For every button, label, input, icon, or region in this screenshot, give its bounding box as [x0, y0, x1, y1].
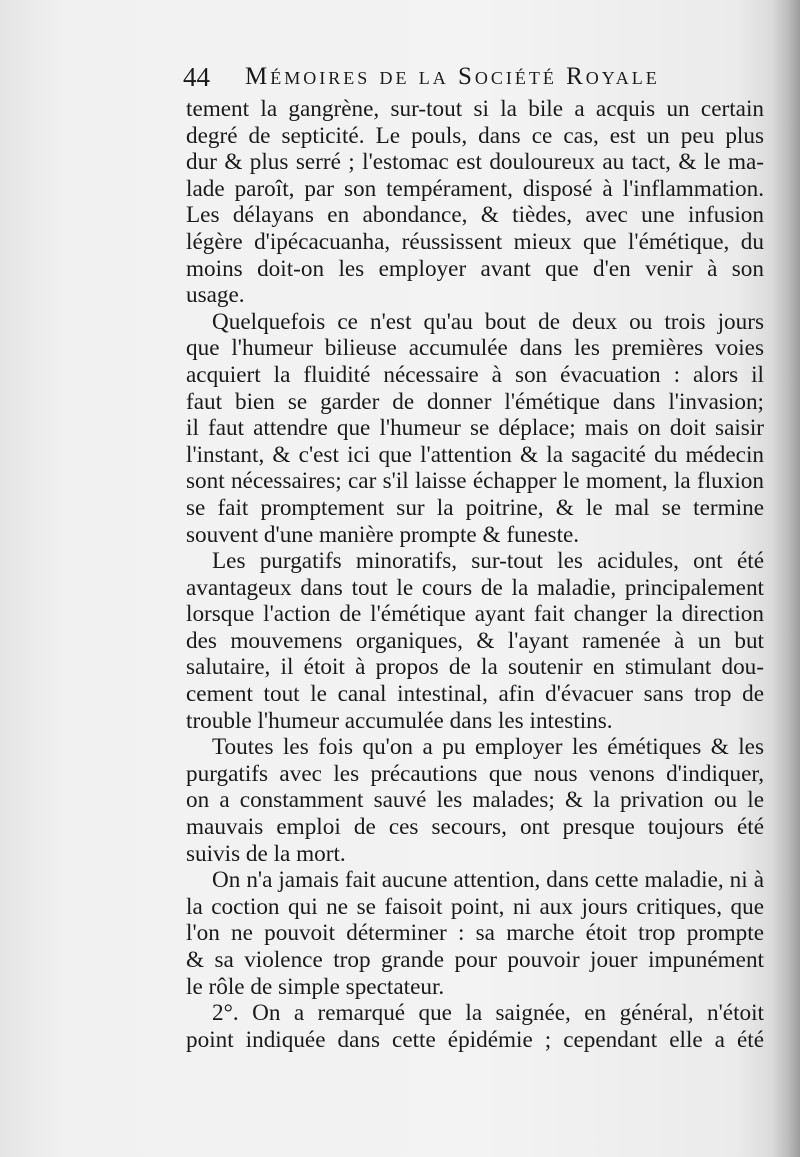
text-line: degré de septicité. Le pouls, dans ce cas, est un peu plus	[186, 122, 764, 149]
text-line: Quelquefois ce n'est qu'au bout de deux ou trois jours	[212, 308, 764, 335]
text-line: suivis de la mort.	[186, 840, 346, 867]
text-line: avantageux dans tout le cours de la maladie, principalement	[186, 574, 764, 601]
text-line: faut bien se garder de donner l'émétique dans l'invasion;	[186, 388, 764, 415]
text-line: On n'a jamais fait aucune attention, dans cette maladie, ni à	[212, 867, 764, 894]
text-line: Toutes les fois qu'on a pu employer les émétiques & les	[212, 734, 764, 761]
paragraph	[186, 734, 764, 867]
text-line: souvent d'une manière prompte & funeste.	[186, 521, 580, 548]
text-line: légère d'ipécacuanha, réussissent mieux que l'émétique, du	[186, 228, 764, 255]
text-line: purgatifs avec les précautions que nous venons d'indiquer,	[186, 760, 764, 787]
text-line: 2°. On a remarqué que la saignée, en général, n'étoit	[212, 1000, 764, 1027]
text-line: le rôle de simple spectateur.	[186, 973, 445, 1000]
text-line: Les délayans en abondance, & tièdes, avec une infusion	[186, 202, 764, 229]
text-line: & sa violence trop grande pour pouvoir jouer impunément	[186, 947, 764, 973]
text-line: Les purgatifs minoratifs, sur-tout les acidules, ont été	[212, 548, 764, 575]
text-line: il faut attendre que l'humeur se déplace; mais on doit saisir	[186, 415, 764, 442]
text-line: que l'humeur bilieuse accumulée dans les premières voies	[186, 335, 764, 362]
text-line: acquiert la fluidité nécessaire à son évacuation : alors il	[186, 361, 764, 388]
text-line: sont nécessaires; car s'il laisse échapper le moment, la fluxion	[186, 468, 764, 495]
text-line: salutaire, il étoit à propos de la soutenir en stimulant dou-	[186, 654, 764, 681]
text-line: l'on ne pouvoit déterminer : sa marche étoit trop prompte	[186, 920, 764, 947]
text-line: l'instant, & c'est ici que l'attention & la sagacité du médecin	[186, 441, 764, 468]
page-number: 44	[183, 62, 210, 92]
text-line: se fait promptement sur la poitrine, & le mal se termine	[186, 494, 764, 521]
paragraph	[186, 867, 764, 1000]
text-line: lade paroît, par son tempérament, disposé à l'inflammation.	[186, 175, 764, 202]
text-line: moins doit-on les employer avant que d'en venir à son	[186, 255, 764, 282]
text-line: point indiquée dans cette épidémie ; cependant elle a été	[186, 1026, 764, 1053]
binding-shadow	[772, 0, 800, 1157]
text-line: usage.	[186, 282, 245, 309]
text-line: trouble l'humeur accumulée dans les intestins.	[186, 707, 613, 734]
text-line: cement tout le canal intestinal, afin d'évacuer sans trop de	[186, 681, 764, 708]
text-line: dur & plus serré ; l'estomac est douloureux au tact, & le ma-	[186, 149, 764, 176]
running-head: Mémoires de la Société Royale	[245, 63, 660, 90]
text-line: mauvais emploi de ces secours, ont presque toujours été	[186, 814, 764, 841]
text-line: la coction qui ne se faisoit point, ni aux jours critiques, que	[186, 893, 764, 920]
paragraph	[186, 96, 764, 309]
paragraph	[186, 1000, 764, 1053]
paragraph	[186, 548, 764, 734]
page-header	[183, 62, 743, 96]
text-line: tement la gangrène, sur-tout si la bile a acquis un certain	[186, 96, 764, 122]
text-line: lorsque l'action de l'émétique ayant fait changer la direction	[186, 601, 764, 628]
paragraph	[186, 309, 764, 548]
text-line: on a constamment sauvé les malades; & la privation ou le	[186, 787, 764, 814]
text-line: des mouvemens organiques, & l'ayant ramenée à un but	[186, 627, 764, 654]
body-text	[186, 96, 764, 1053]
